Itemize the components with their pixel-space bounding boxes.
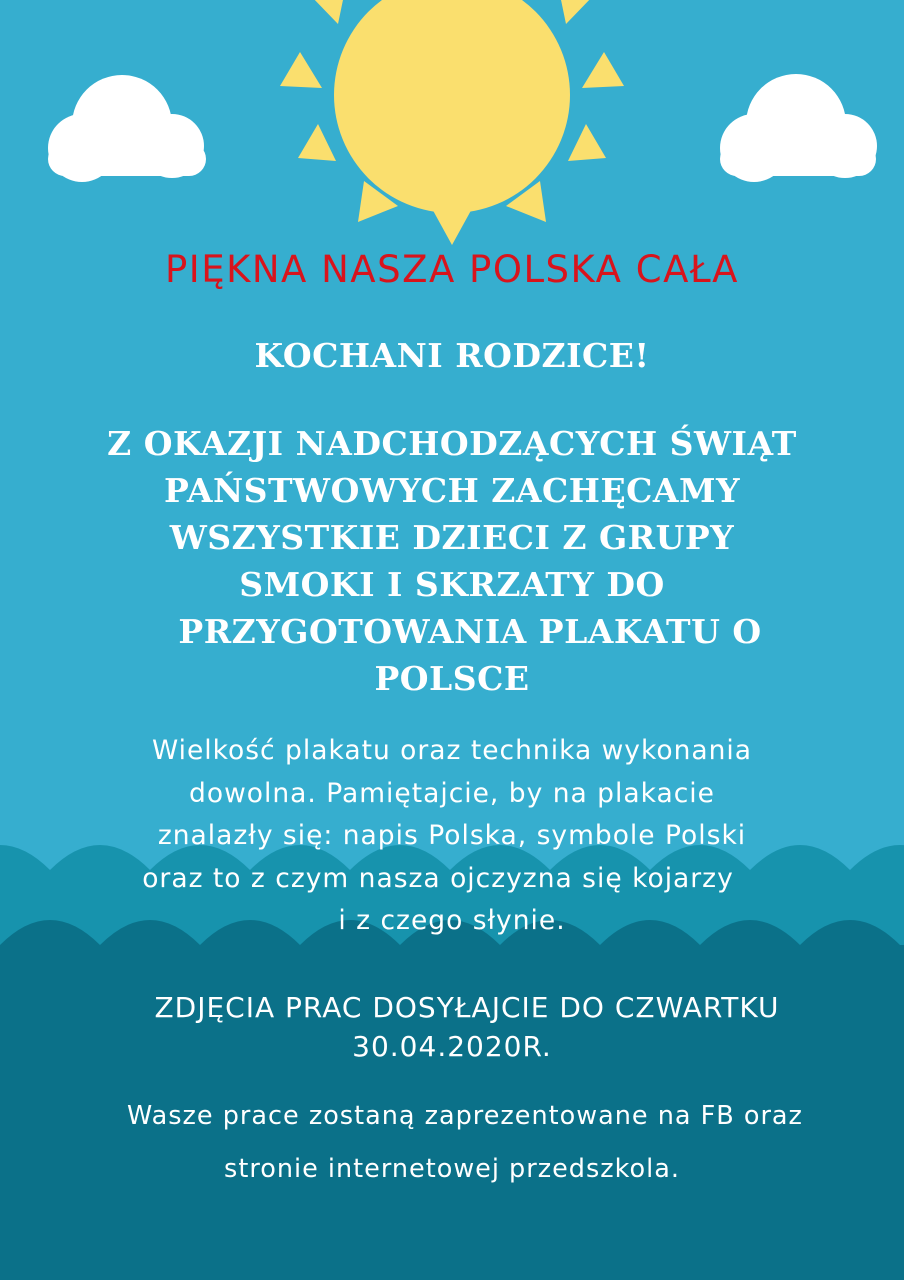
instructions-line: Wielkość plakatu oraz technika wykonania xyxy=(151,735,753,766)
announcement-line: PAŃSTWOWYCH ZACHĘCAMY xyxy=(163,471,741,510)
deadline-line: ZDJĘCIA PRAC DOSYŁAJCIE DO CZWARTKU xyxy=(154,991,780,1024)
instructions-line: znalazły się: napis Polska, symbole Polski xyxy=(157,820,747,851)
announcement-line: Z OKAZJI NADCHODZĄCYCH ŚWIĄT xyxy=(107,424,797,463)
announcement-line: WSZYSTKIE DZIECI Z GRUPY xyxy=(169,518,735,557)
poster-headline: PIĘKNA NASZA POLSKA CAŁA xyxy=(165,248,739,291)
footer-line: Wasze prace zostaną zaprezentowane na FB oraz xyxy=(127,1101,803,1131)
footer-line: stronie internetowej przedszkola. xyxy=(224,1154,680,1184)
footer-block xyxy=(0,1090,904,1196)
deadline-block xyxy=(0,988,904,1066)
announcement-line: POLSCE xyxy=(374,659,530,698)
announcement-line: PRZYGOTOWANIA PLAKATU O xyxy=(178,612,762,651)
announcement-block xyxy=(0,420,904,702)
deadline-date: 30.04.2020R. xyxy=(352,1030,552,1063)
greeting-heading: KOCHANI RODZICE! xyxy=(254,336,650,375)
instructions-block xyxy=(0,730,904,943)
instructions-line: oraz to z czym nasza ojczyzna się kojarzy xyxy=(142,862,734,894)
announcement-line: SMOKI I SKRZATY DO xyxy=(239,565,665,604)
instructions-line: i z czego słynie. xyxy=(338,905,566,936)
instructions-line: dowolna. Pamiętajcie, by na plakacie xyxy=(189,777,715,809)
